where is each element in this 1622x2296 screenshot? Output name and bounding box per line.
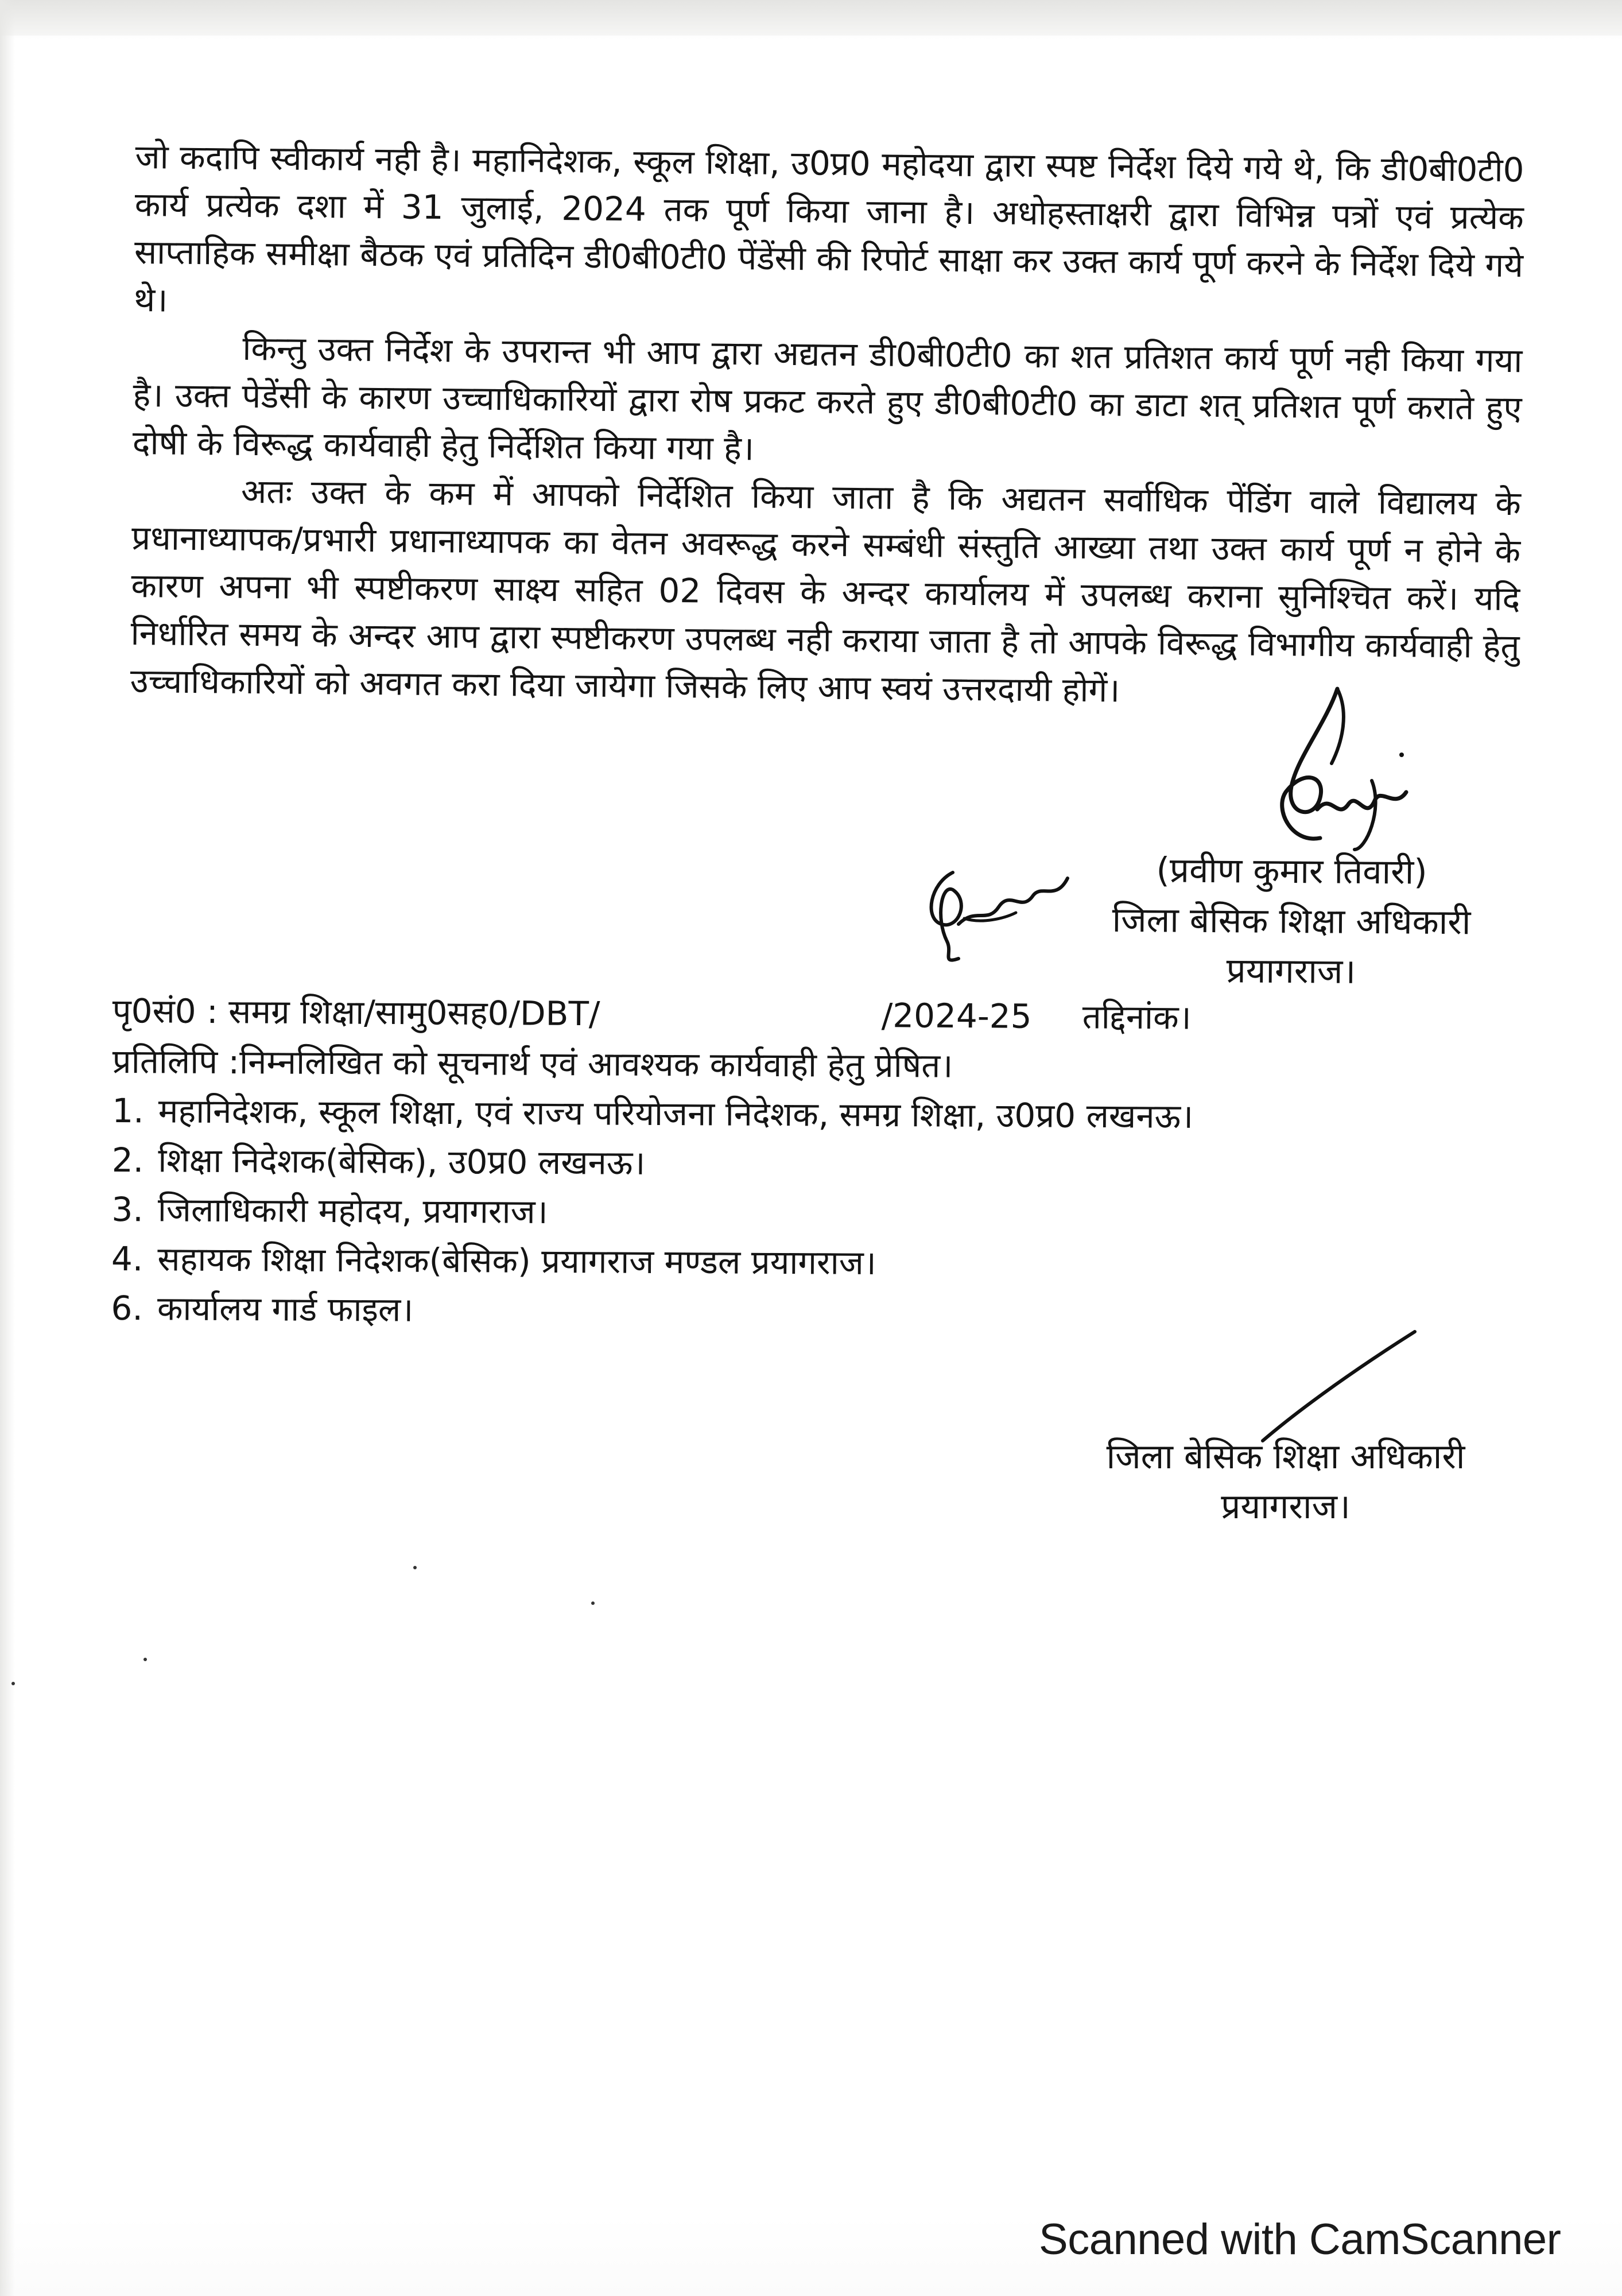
scan-speck <box>413 1566 417 1569</box>
signatory-block <box>1056 845 1527 998</box>
list-item: 1. महानिदेशक, स्कूल शिक्षा, एवं राज्य परियोजना निदेशक, समग्र शिक्षा, उ0प्र0 लखनऊ। <box>112 1091 1194 1136</box>
body-paragraph-3: अतः उक्त के कम में आपको निर्देशित किया जाता है कि अद्यतन सर्वाधिक पेंडिंग वाले विद्यालय के प्रधानाध्यापक/प्रभारी प्रधानाध्यापक का वेतन अवरूद्ध करने सम्बंधी संस्तुति आख्या तथा उक्त कार्य पूर्ण न होने के कारण अपना भी स्पष्टीकरण साक्ष्य सहित 02 दिवस के अन्दर कार्यालय में उपलब्ध कराना सुनिश्चित करें। यदि निर्धारित समय के अन्दर आप द्वारा स्पष्टीकरण उपलब्ध नही कराया जाता है तो आपके विरूद्ध विभागीय कार्यवाही हेतु उच्चाधिकारियों को अवगत करा दिया जायेगा जिसके लिए आप स्वयं उत्तरदायी होगें। <box>130 471 1522 710</box>
signatory-place: प्रयागराज। <box>1226 951 1356 992</box>
list-item: 3. जिलाधिकारी महोदय, प्रयागराज। <box>111 1189 548 1231</box>
copy-to-list <box>111 1037 1547 1340</box>
copy-to-heading: प्रतिलिपि :निम्नलिखित को सूचनार्थ एवं आवश्यक कार्यवाही हेतु प्रेषित। <box>112 1041 953 1085</box>
closing-pen-stroke <box>1251 1326 1423 1446</box>
list-item: 4. सहायक शिक्षा निदेशक(बेसिक) प्रयागराज मण्डल प्रयागराज। <box>111 1239 876 1282</box>
signatory-name: (प्रवीण कुमार तिवारी) <box>1156 850 1427 893</box>
reference-date: तद्दिनांक। <box>1082 997 1192 1037</box>
camscanner-watermark: Scanned with CamScanner <box>1039 2215 1561 2264</box>
closing-signatory-block <box>1050 1432 1521 1532</box>
scan-speck <box>143 1658 147 1661</box>
list-item: 2. शिक्षा निदेशक(बेसिक), उ0प्र0 लखनऊ। <box>111 1140 646 1182</box>
reference-number: पृ0सं0 : समग्र शिक्षा/सामु0सह0/DBT/ <box>112 991 600 1034</box>
body-paragraph-1: जो कदापि स्वीकार्य नही है। महानिदेशक, स्कूल शिक्षा, उ0प्र0 महोदया द्वारा स्पष्ट निर्देश दिये गये थे, कि डी0बी0टी0 कार्य प्रत्येक दशा में 31 जुलाई, 2024 तक पूर्ण किया जाना है। अधोहस्ताक्षरी द्वारा विभिन्न पत्रों एवं प्रत्येक साप्ताहिक समीक्षा बैठक एवं प्रतिदिन डी0बी0टी0 पेंडेंसी की रिपोर्ट साक्षा कर उक्त कार्य पूर्ण करने के निर्देश दिये गये थे। <box>133 137 1524 320</box>
list-item: 6. कार्यालय गार्ड फाइल। <box>111 1288 414 1329</box>
officer-signature <box>1251 677 1418 867</box>
scan-speck <box>591 1601 595 1605</box>
letter-body <box>130 133 1524 718</box>
signatory-designation: जिला बेसिक शिक्षा अधिकारी <box>1112 899 1471 943</box>
scan-top-shadow <box>0 0 1622 36</box>
scan-left-shadow <box>0 0 15 2296</box>
closing-place: प्रयागराज। <box>1221 1487 1351 1527</box>
body-paragraph-2: किन्तु उक्त निर्देश के उपरान्त भी आप द्वारा अद्यतन डी0बी0टी0 का शत प्रतिशत कार्य पूर्ण नही किया गया है। उक्त पेडेंसी के कारण उच्चाधिकारियों द्वारा रोष प्रकट करते हुए डी0बी0टी0 का डाटा शत् प्रतिशत पूर्ण कराते हुए दोषी के विरूद्ध कार्यवाही हेतु निर्देशित किया गया है। <box>132 328 1523 468</box>
closing-designation: जिला बेसिक शिक्षा अधिकारी <box>1106 1437 1465 1477</box>
scan-speck <box>11 1682 15 1685</box>
initials-signature <box>918 850 1073 970</box>
reference-year: /2024-25 <box>881 996 1032 1036</box>
